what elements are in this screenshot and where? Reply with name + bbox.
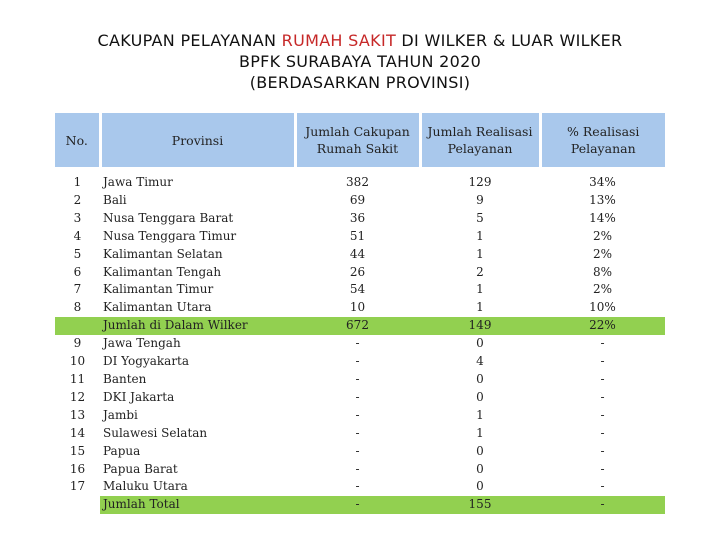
coverage-table	[55, 113, 665, 514]
header-cakupan-line-2: Rumah Sakit	[316, 141, 399, 156]
gap-cell	[55, 167, 665, 174]
cell-no: 16	[69, 461, 86, 476]
cell-no: 12	[69, 389, 86, 404]
header-no: No.	[55, 113, 100, 167]
cell-persen: -	[600, 479, 605, 494]
title-line-2: BPFK SURABAYA TAHUN 2020	[238, 52, 482, 71]
cell-provinsi: Kalimantan Tengah	[103, 264, 222, 279]
cell-no: 6	[73, 264, 82, 279]
cell-realisasi: 2	[476, 264, 484, 279]
cell-provinsi: Nusa Tenggara Barat	[103, 210, 234, 225]
header-realisasi	[420, 113, 540, 167]
cell-persen: 34%	[589, 175, 616, 189]
cell-no: 5	[73, 246, 82, 261]
cell-realisasi: 1	[476, 425, 484, 440]
cell-cakupan: 54	[349, 282, 366, 297]
cell-cakupan: 10	[349, 300, 366, 315]
cell-cakupan: -	[355, 389, 360, 404]
table-row	[55, 210, 665, 228]
cell-provinsi: DKI Jakarta	[103, 389, 175, 404]
cell-cakupan: -	[295, 496, 420, 514]
cell-cakupan: 36	[349, 210, 366, 225]
table-row	[55, 461, 665, 479]
cell-persen: -	[540, 496, 665, 514]
cell-cakupan: 51	[349, 228, 366, 243]
cell-cakupan: -	[355, 425, 360, 440]
cell-no: 9	[73, 336, 82, 351]
table-header	[55, 113, 665, 167]
cell-persen: 22%	[540, 317, 665, 335]
cell-provinsi: Bali	[103, 192, 127, 207]
cell-persen: 8%	[592, 264, 613, 279]
cell-persen: 2%	[592, 228, 613, 243]
cell-persen: 10%	[589, 300, 616, 315]
cell-realisasi: 0	[476, 479, 484, 494]
cell-no: 3	[73, 210, 82, 225]
cell-realisasi: 0	[476, 336, 484, 351]
cell-cakupan: 672	[295, 317, 420, 335]
header-cakupan	[295, 113, 420, 167]
cell-realisasi: 0	[476, 443, 484, 458]
cell-persen: -	[600, 354, 605, 369]
cell-no: 11	[69, 371, 86, 386]
cell-cakupan: 26	[349, 264, 366, 279]
header-realisasi-line-2: Pelayanan	[447, 141, 513, 156]
cell-cakupan: 44	[349, 246, 366, 261]
table-row	[55, 389, 665, 407]
table-row	[55, 228, 665, 246]
subtotal-row	[55, 317, 665, 335]
total-row	[55, 496, 665, 514]
cell-persen: -	[600, 407, 605, 422]
cell-no: 17	[69, 479, 86, 494]
cell-persen: -	[600, 425, 605, 440]
cell-no	[55, 317, 100, 335]
header-persen	[540, 113, 665, 167]
cell-realisasi: 155	[420, 496, 540, 514]
cell-provinsi: Kalimantan Selatan	[103, 246, 223, 261]
cell-provinsi: Papua	[103, 443, 141, 458]
table-row	[55, 246, 665, 264]
cell-realisasi: 5	[476, 210, 484, 225]
cell-no: 7	[73, 282, 82, 297]
cell-provinsi: Jumlah Total	[100, 496, 295, 514]
header-persen-line-1: % Realisasi	[567, 124, 640, 139]
cell-persen: 2%	[592, 246, 613, 261]
header-provinsi: Provinsi	[100, 113, 295, 167]
table-row	[55, 281, 665, 299]
cell-realisasi: 0	[476, 371, 484, 386]
title-highlight: RUMAH SAKIT	[281, 31, 397, 50]
header-realisasi-line-1: Jumlah Realisasi	[427, 124, 533, 139]
cell-no	[55, 496, 100, 514]
table-row	[55, 192, 665, 210]
cell-persen: 13%	[589, 192, 616, 207]
table-row	[55, 335, 665, 353]
title-line-1	[0, 30, 720, 51]
cell-realisasi: 0	[476, 461, 484, 476]
cell-no: 10	[69, 354, 86, 369]
cell-no: 8	[73, 300, 82, 315]
cell-no: 2	[73, 192, 82, 207]
table-row	[55, 264, 665, 282]
cell-persen: 2%	[592, 282, 613, 297]
cell-provinsi: Sulawesi Selatan	[103, 425, 208, 440]
cell-realisasi: 1	[476, 282, 484, 297]
cell-realisasi: 0	[476, 389, 484, 404]
table-body	[55, 167, 665, 514]
cell-persen: -	[600, 389, 605, 404]
table-row	[55, 478, 665, 496]
cell-provinsi: Jawa Timur	[103, 175, 173, 189]
cell-no: 4	[73, 228, 82, 243]
cell-provinsi: Papua Barat	[103, 461, 178, 476]
header-cakupan-line-1: Jumlah Cakupan	[305, 124, 410, 139]
title-line-3: (BERDASARKAN PROVINSI)	[249, 73, 471, 92]
table-row	[55, 174, 665, 192]
slide-title	[0, 30, 720, 93]
cell-persen: -	[600, 371, 605, 386]
cell-cakupan: -	[355, 443, 360, 458]
cell-cakupan: 69	[349, 192, 366, 207]
table-row	[55, 353, 665, 371]
cell-realisasi: 9	[476, 192, 484, 207]
cell-realisasi: 4	[476, 354, 484, 369]
table-row	[55, 425, 665, 443]
cell-persen: 14%	[589, 210, 616, 225]
cell-cakupan: -	[355, 336, 360, 351]
cell-provinsi: Nusa Tenggara Timur	[103, 228, 237, 243]
table-row	[55, 443, 665, 461]
table-row	[55, 299, 665, 317]
cell-persen: -	[600, 461, 605, 476]
cell-realisasi: 149	[420, 317, 540, 335]
cell-provinsi: Banten	[103, 371, 147, 386]
cell-cakupan: -	[355, 479, 360, 494]
cell-realisasi: 129	[468, 175, 492, 189]
cell-provinsi: Kalimantan Utara	[103, 300, 212, 315]
cell-cakupan: 382	[346, 175, 369, 189]
cell-cakupan: -	[355, 407, 360, 422]
cell-persen: -	[600, 336, 605, 351]
cell-no: 1	[73, 175, 82, 189]
title-line-1-start: CAKUPAN PELAYANAN	[97, 31, 282, 50]
cell-no: 15	[69, 443, 86, 458]
cell-realisasi: 1	[476, 228, 484, 243]
cell-realisasi: 1	[476, 246, 484, 261]
cell-provinsi: Jumlah di Dalam Wilker	[100, 317, 295, 335]
cell-cakupan: -	[355, 371, 360, 386]
cell-realisasi: 1	[476, 300, 484, 315]
cell-no: 14	[69, 425, 86, 440]
table-row	[55, 371, 665, 389]
cell-provinsi: DI Yogyakarta	[103, 354, 190, 369]
cell-no: 13	[69, 407, 86, 422]
cell-provinsi: Kalimantan Timur	[103, 282, 214, 297]
cell-provinsi: Maluku Utara	[103, 479, 188, 494]
cell-cakupan: -	[355, 354, 360, 369]
header-gap	[55, 167, 665, 174]
table-row	[55, 407, 665, 425]
cell-persen: -	[600, 443, 605, 458]
cell-cakupan: -	[355, 461, 360, 476]
title-line-1-end: DI WILKER & LUAR WILKER	[396, 31, 623, 50]
cell-provinsi: Jambi	[103, 407, 138, 422]
cell-realisasi: 1	[476, 407, 484, 422]
cell-provinsi: Jawa Tengah	[103, 336, 181, 351]
header-persen-line-2: Pelayanan	[570, 141, 636, 156]
